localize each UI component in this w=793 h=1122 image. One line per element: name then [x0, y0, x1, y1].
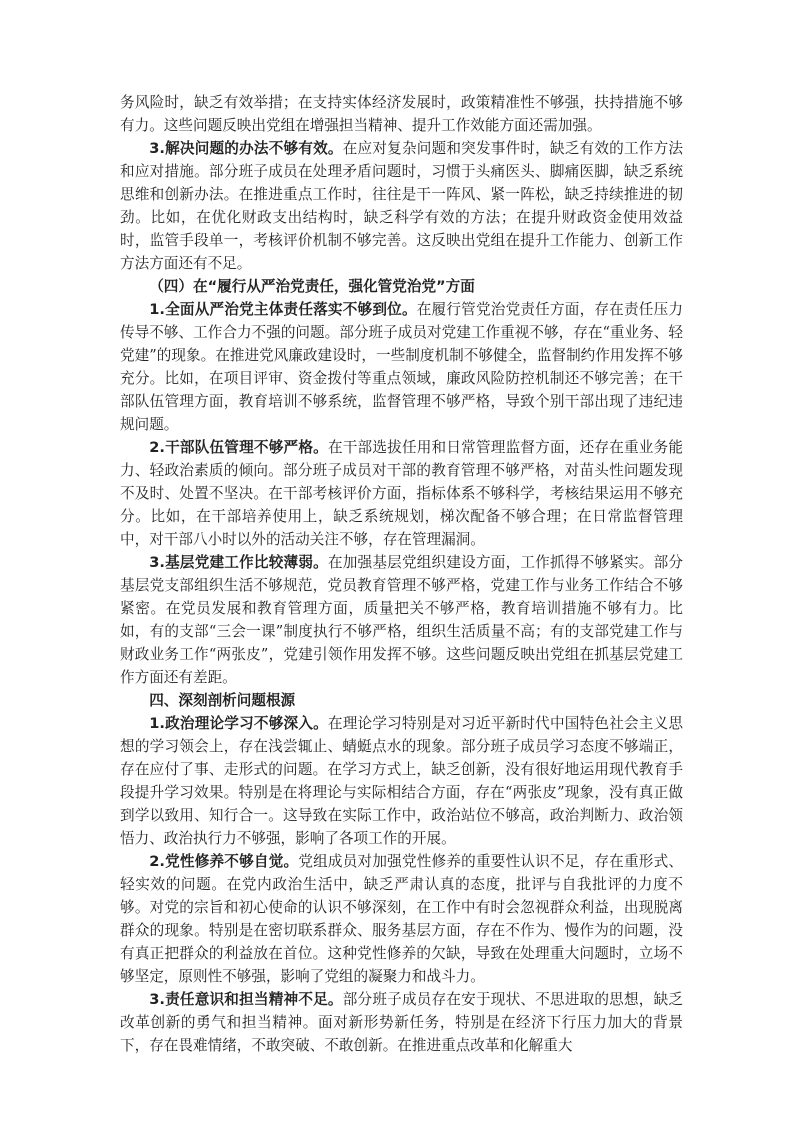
paragraph-item	[120, 988, 683, 1057]
paragraph-text: 在干部选拔任用和日常管理监督方面，还存在重业务能力、轻政治素质的倾向。部分班子成员对干部的教育管理不够严格，对苗头性问题发现不及时、处置不坚决。在干部考核评价方面，指标体系不够科学，考核结果运用不够充分。比如，在干部培养使用上，缺乏系统规划，梯次配备不够合理；在日常监督管理中，对干部八小时以外的活动关注不够，存在管理漏洞。	[120, 439, 683, 548]
paragraph-item	[120, 850, 683, 988]
paragraph-text: 在履行管党治党责任方面，存在责任压力传导不够、工作合力不强的问题。部分班子成员对党建工作重视不够，存在“重业务、轻党建”的现象。在推进党风廉政建设时，一些制度机制不够健全，监督制约作用发挥不够充分。比如，在项目评审、资金拨付等重点领域，廉政风险防控机制还不够完善；在干部队伍管理方面，教育培训不够系统，监督管理不够严格，导致个别干部出现了违纪违规问题。	[120, 301, 683, 433]
paragraph-item	[120, 298, 683, 436]
paragraph-text: 在应对复杂问题和突发事件时，缺乏有效的工作方法和应对措施。部分班子成员在处理矛盾问题时，习惯于头痛医头、脚痛医脚，缺乏系统思维和创新办法。在推进重点工作时，往往是干一阵风、紧一阵松，缺乏持续推进的韧劲。比如，在优化财政支出结构时，缺乏科学有效的方法；在提升财政资金使用效益时，监管手段单一，考核评价机制不够完善。这反映出党组在提升工作能力、创新工作方法方面还有不足。	[120, 140, 683, 272]
paragraph-item	[120, 551, 683, 689]
paragraph-item	[120, 436, 683, 551]
paragraph-text: 部分班子成员存在安于现状、不思进取的思想，缺乏改革创新的勇气和担当精神。面对新形势新任务，特别是在经济下行压力加大的背景下，存在畏难情绪，不敢突破、不敢创新。在推进重点改革和化解重大	[120, 991, 683, 1054]
paragraph-lead: 1.全面从严治党主体责任落实不够到位。	[149, 301, 417, 318]
paragraph-lead: 1.政治理论学习不够深入。	[149, 715, 328, 732]
paragraph-text: 在理论学习特别是对习近平新时代中国特色社会主义思想的学习领会上，存在浅尝辄止、蜻蜓点水的现象。部分班子成员学习态度不够端正，存在应付了事、走形式的问题。在学习方式上，缺乏创新，没有很好地运用现代教育手段提升学习效果。特别是在将理论与实际相结合方面，存在“两张皮”现象，没有真正做到学以致用、知行合一。这导致在实际工作中，政治站位不够高，政治判断力、政治领悟力、政治执行力不够强，影响了各项工作的开展。	[120, 715, 683, 847]
paragraph-lead: 2.党性修养不够自觉。	[149, 853, 299, 870]
paragraph-text: 务风险时，缺乏有效举措；在支持实体经济发展时，政策精准性不够强，扶持措施不够有力。这些问题反映出党组在增强担当精神、提升工作效能方面还需加强。	[120, 94, 683, 134]
paragraph-item	[120, 712, 683, 850]
paragraph-item	[120, 137, 683, 275]
paragraph-lead: 3.解决问题的办法不够有效。	[149, 140, 343, 157]
paragraph-lead: 3.基层党建工作比较薄弱。	[149, 554, 328, 571]
paragraph-text: 在加强基层党组织建设方面，工作抓得不够紧实。部分基层党支部组织生活不够规范，党员教育管理不够严格，党建工作与业务工作结合不够紧密。在党员发展和教育管理方面，质量把关不够严格，教育培训措施不够有力。比如，有的支部“三会一课”制度执行不够严格，组织生活质量不高；有的支部党建工作与财政业务工作“两张皮”，党建引领作用发挥不够。这些问题反映出党组在抓基层党建工作方面还有差距。	[120, 554, 683, 686]
section-heading: 四、深刻剖析问题根源	[149, 692, 296, 709]
paragraph-text: 党组成员对加强党性修养的重要性认识不足，存在重形式、轻实效的问题。在党内政治生活中，缺乏严肃认真的态度，批评与自我批评的力度不够。对党的宗旨和初心使命的认识不够深刻，在工作中有时会忽视群众利益，出现脱离群众的现象。特别是在密切联系群众、服务基层方面，存在不作为、慢作为的问题，没有真正把群众的利益放在首位。这种党性修养的欠缺，导致在处理重大问题时，立场不够坚定，原则性不够强，影响了党组的凝聚力和战斗力。	[120, 853, 683, 985]
paragraph-lead: 3.责任意识和担当精神不足。	[149, 991, 343, 1008]
paragraph-continuation	[120, 91, 683, 137]
paragraph-lead: 2.干部队伍管理不够严格。	[149, 439, 328, 456]
section-heading: （四）在“履行从严治党责任，强化管党治党”方面	[149, 278, 475, 295]
